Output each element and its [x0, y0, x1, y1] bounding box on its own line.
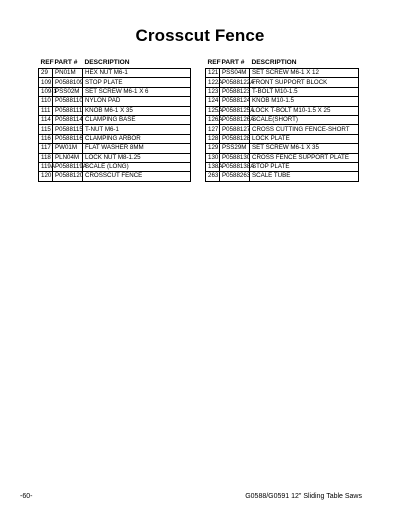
table-row [206, 125, 359, 134]
ref-cell: 118 [39, 153, 53, 162]
table-row [206, 78, 359, 87]
part-column-header: PART # [54, 59, 78, 66]
table-row [39, 162, 191, 171]
parts-table-left-body [39, 69, 191, 182]
part-number-cell: PLN04M [53, 153, 83, 162]
part-number-cell: P0588125A [220, 106, 250, 115]
page-title: Crosscut Fence [135, 26, 265, 45]
part-number-cell: P0588110 [53, 97, 83, 106]
part-number-cell: P0588114 [53, 115, 83, 124]
part-number-cell: P0588119A [53, 162, 83, 171]
description-cell: LOCK PLATE [250, 134, 359, 143]
part-number-cell: P0588263 [220, 172, 250, 181]
part-number-cell: P0588109 [53, 78, 83, 87]
description-cell: SET SCREW M6-1 X 6 [83, 87, 191, 96]
table-row [39, 78, 191, 87]
table-row [39, 115, 191, 124]
description-cell: FRONT SUPPORT BLOCK [250, 78, 359, 87]
table-header-row [206, 57, 359, 69]
table-row [39, 153, 191, 162]
table-row [206, 87, 359, 96]
description-cell: STOP PLATE [250, 162, 359, 171]
description-cell: T-NUT M6-1 [83, 125, 191, 134]
table-row [206, 115, 359, 124]
description-cell: KNOB M6-1 X 35 [83, 106, 191, 115]
part-number-cell: P0588116 [53, 134, 83, 143]
part-number-cell: PSS29M [220, 144, 250, 153]
part-number-cell: P0588115 [53, 125, 83, 134]
table-row [206, 153, 359, 162]
ref-cell: 110 [39, 97, 53, 106]
ref-cell: 263 [206, 172, 220, 181]
part-number-cell: P0588122A [220, 78, 250, 87]
ref-cell: 29 [39, 69, 53, 78]
ref-column-header: REF [40, 59, 54, 66]
part-number-cell: P0588111 [53, 106, 83, 115]
description-cell: LOCK T-BOLT M10-1.5 X 25 [250, 106, 359, 115]
part-number-cell: P0588124 [220, 97, 250, 106]
description-cell: SET SCREW M6-1 X 35 [250, 144, 359, 153]
part-number-cell: PW01M [53, 144, 83, 153]
table-row [39, 97, 191, 106]
part-number-cell: PSS04M [220, 69, 250, 78]
table-row [206, 106, 359, 115]
ref-cell: 125A [206, 106, 220, 115]
part-number-cell: P0588127 [220, 125, 250, 134]
table-row [39, 172, 191, 181]
description-column-header: DESCRIPTION [251, 59, 297, 66]
ref-cell: 124 [206, 97, 220, 106]
ref-column-header: REF [207, 59, 221, 66]
description-cell: LOCK NUT M8-1.25 [83, 153, 191, 162]
ref-cell: 117 [39, 144, 53, 153]
description-cell: SCALE (LONG) [83, 162, 191, 171]
description-cell: FLAT WASHER 8MM [83, 144, 191, 153]
table-row [206, 144, 359, 153]
table-row [39, 106, 191, 115]
table-row [206, 134, 359, 143]
part-number-cell: P0588138A [220, 162, 250, 171]
ref-cell: 114 [39, 115, 53, 124]
table-row [206, 69, 359, 78]
description-cell: CROSS FENCE SUPPORT PLATE [250, 153, 359, 162]
table-row [39, 69, 191, 78]
ref-cell: 119A [39, 162, 53, 171]
ref-cell: 129 [206, 144, 220, 153]
ref-cell: 115 [39, 125, 53, 134]
part-number-cell: P0588128 [220, 134, 250, 143]
ref-cell: 111 [39, 106, 53, 115]
ref-cell: 128 [206, 134, 220, 143]
description-cell: CROSSCUT FENCE [83, 172, 191, 181]
description-cell: NYLON PAD [83, 97, 191, 106]
table-header-row [39, 57, 191, 69]
description-cell: CLAMPING ARBOR [83, 134, 191, 143]
parts-table-right-body [206, 69, 359, 182]
ref-cell: 116 [39, 134, 53, 143]
table-row [39, 87, 191, 96]
description-column-header: DESCRIPTION [84, 59, 130, 66]
part-column-header: PART # [221, 59, 245, 66]
description-cell: SCALE TUBE [250, 172, 359, 181]
ref-cell: 127 [206, 125, 220, 134]
page-number: -60- [20, 493, 33, 500]
ref-cell: 138A [206, 162, 220, 171]
ref-cell: 130 [206, 153, 220, 162]
description-cell: SET SCREW M6-1 X 12 [250, 69, 359, 78]
description-cell: SCALE(SHORT) [250, 115, 359, 124]
table-row [206, 172, 359, 181]
parts-table-right [205, 57, 359, 182]
ref-cell: 120 [39, 172, 53, 181]
description-cell: CLAMPING BASE [83, 115, 191, 124]
table-row [39, 125, 191, 134]
ref-cell: 122A [206, 78, 220, 87]
table-row [39, 144, 191, 153]
part-number-cell: P0588130 [220, 153, 250, 162]
part-number-cell: P0588126A [220, 115, 250, 124]
description-cell: T-BOLT M10-1.5 [250, 87, 359, 96]
part-number-cell: PN01M [53, 69, 83, 78]
part-number-cell: P0588120 [53, 172, 83, 181]
part-number-cell: P0588123 [220, 87, 250, 96]
ref-cell: 126A [206, 115, 220, 124]
table-row [206, 97, 359, 106]
parts-table-left [38, 57, 191, 182]
footer-model-text: G0588/G0591 12" Sliding Table Saws [245, 493, 362, 500]
part-number-cell: PSS02M [53, 87, 83, 96]
table-row [206, 162, 359, 171]
ref-cell: 109 [39, 78, 53, 87]
ref-cell: 123 [206, 87, 220, 96]
ref-cell: 121 [206, 69, 220, 78]
table-row [39, 134, 191, 143]
description-cell: KNOB M10-1.5 [250, 97, 359, 106]
ref-cell: 109-1 [39, 87, 53, 96]
description-cell: HEX NUT M6-1 [83, 69, 191, 78]
description-cell: CROSS CUTTING FENCE-SHORT [250, 125, 359, 134]
description-cell: STOP PLATE [83, 78, 191, 87]
